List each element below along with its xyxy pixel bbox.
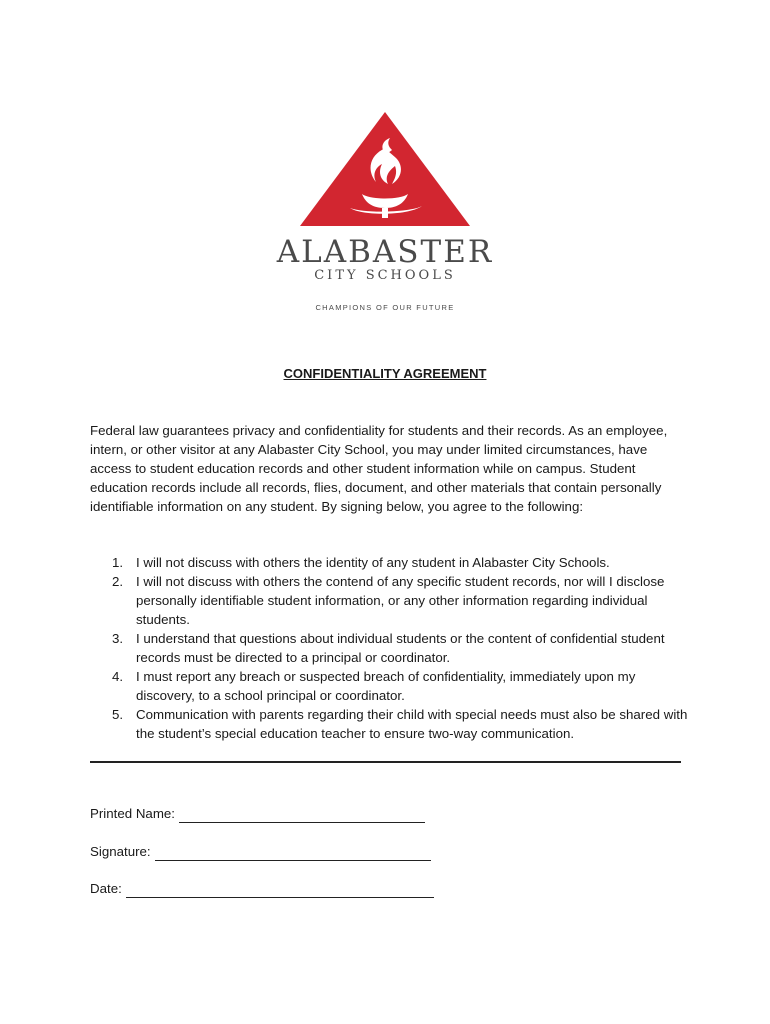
agreement-list: [90, 553, 690, 743]
list-item: [90, 572, 690, 629]
list-item-text: I understand that questions about individual students or the content of confidential student records must be directed to a principal or coordinator.: [136, 631, 665, 665]
list-item: [90, 705, 690, 743]
section-divider: [90, 761, 681, 763]
page-title: CONFIDENTIALITY AGREEMENT: [283, 366, 487, 381]
school-subtitle: CITY SCHOOLS: [314, 268, 456, 283]
printed-name-input-line[interactable]: [179, 808, 425, 823]
list-item-text: I will not discuss with others the identity of any student in Alabaster City Schools.: [136, 555, 610, 570]
list-item: [90, 667, 690, 705]
school-tagline: CHAMPIONS OF OUR FUTURE: [315, 303, 455, 312]
list-item-text: I will not discuss with others the contend of any specific student records, nor will I disclose personally identifiable student information, or any other information regarding individual students.: [136, 574, 665, 627]
intro-paragraph: Federal law guarantees privacy and confidentiality for students and their records. As an employee, intern, or other visitor at any Alabaster City School, you may under limited circumstances, have access to student education records and other student information while on campus. Student education records include all records, flies, document, and other materials that contain personally identifiable information on any student. By signing below, you agree to the following:: [90, 423, 668, 514]
list-item-number: 3.: [112, 631, 124, 646]
list-item-number: 2.: [112, 574, 124, 589]
list-item-number: 1.: [112, 555, 124, 570]
list-item-text: I must report any breach or suspected breach of confidentiality, immediately upon my discovery, to a school principal or coordinator.: [136, 669, 636, 703]
signature-label: Signature:: [90, 844, 151, 859]
printed-name-field[interactable]: [90, 804, 425, 823]
torch-flame-icon: [300, 112, 470, 232]
date-field[interactable]: [90, 879, 434, 898]
date-input-line[interactable]: [126, 883, 434, 898]
school-name: ALABASTER: [276, 234, 494, 270]
signature-input-line[interactable]: [155, 846, 431, 861]
list-item-text: Communication with parents regarding their child with special needs must also be shared with the student’s special education teacher to ensure two-way communication.: [136, 707, 688, 741]
school-logo: [300, 112, 470, 232]
list-item-number: 5.: [112, 707, 124, 722]
date-label: Date:: [90, 881, 122, 896]
list-item: [90, 553, 690, 572]
signature-field[interactable]: [90, 842, 431, 861]
list-item: [90, 629, 690, 667]
list-item-number: 4.: [112, 669, 124, 684]
printed-name-label: Printed Name:: [90, 806, 175, 821]
